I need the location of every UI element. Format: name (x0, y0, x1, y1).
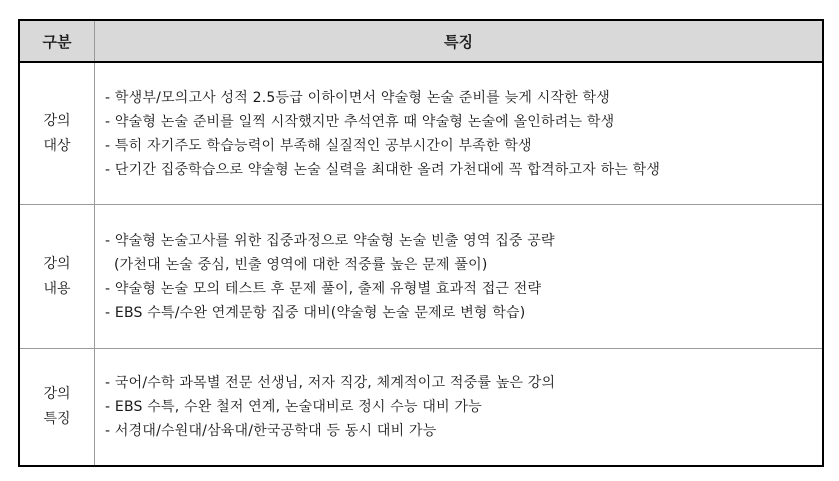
category-line: 강의 (43, 386, 71, 402)
table-row-content (19, 205, 823, 349)
list-item: - 학생부/모의고사 성적 2.5등급 이하이면서 약술형 논술 준비를 늦게 시작한 학생 (105, 89, 610, 106)
row-content (95, 205, 824, 349)
list-item: - 약술형 논술 모의 테스트 후 문제 풀이, 출제 유형별 효과적 접근 전략 (105, 280, 542, 297)
category-line: 내용 (43, 280, 71, 297)
row-category (19, 62, 95, 205)
table-row-features (19, 349, 823, 467)
list-item: (가천대 논술 중심, 빈출 영역에 대한 적중률 높은 문제 풀이) (114, 256, 488, 273)
list-item: - 약술형 논술고사를 위한 집중과정으로 약술형 논술 빈출 영역 집중 공략 (105, 232, 555, 249)
category-line: 강의 (43, 112, 71, 129)
category-line: 대상 (43, 137, 71, 154)
list-item: - 특히 자기주도 학습능력이 부족해 실질적인 공부시간이 부족한 학생 (105, 137, 532, 154)
list-item: - EBS 수특, 수완 철저 연계, 논술대비로 정시 수능 대비 가능 (105, 399, 482, 415)
list-item: - 서경대/수원대/삼육대/한국공학대 등 동시 대비 가능 (105, 423, 437, 439)
list-item: - 단기간 집중학습으로 약술형 논술 실력을 최대한 올려 가천대에 꼭 합격하고자 하는 학생 (105, 161, 661, 178)
table-header-row (19, 20, 823, 62)
list-item: - 약술형 논술 준비를 일찍 시작했지만 추석연휴 때 약술형 논술에 올인하려는 학생 (105, 113, 615, 130)
table-row-target (19, 62, 823, 205)
course-info-table (18, 19, 824, 467)
category-line: 특징 (43, 411, 71, 427)
category-line: 강의 (43, 255, 71, 272)
row-category (19, 349, 95, 467)
header-category: 구분 (19, 20, 95, 62)
row-category (19, 205, 95, 349)
header-features: 특징 (95, 20, 824, 62)
list-item: - EBS 수특/수완 연계문항 집중 대비(약술형 논술 문제로 변형 학습) (105, 304, 526, 321)
row-content (95, 349, 824, 467)
list-item: - 국어/수학 과목별 전문 선생님, 저자 직강, 체계적이고 적중률 높은 강의 (105, 375, 556, 391)
row-content (95, 62, 824, 205)
